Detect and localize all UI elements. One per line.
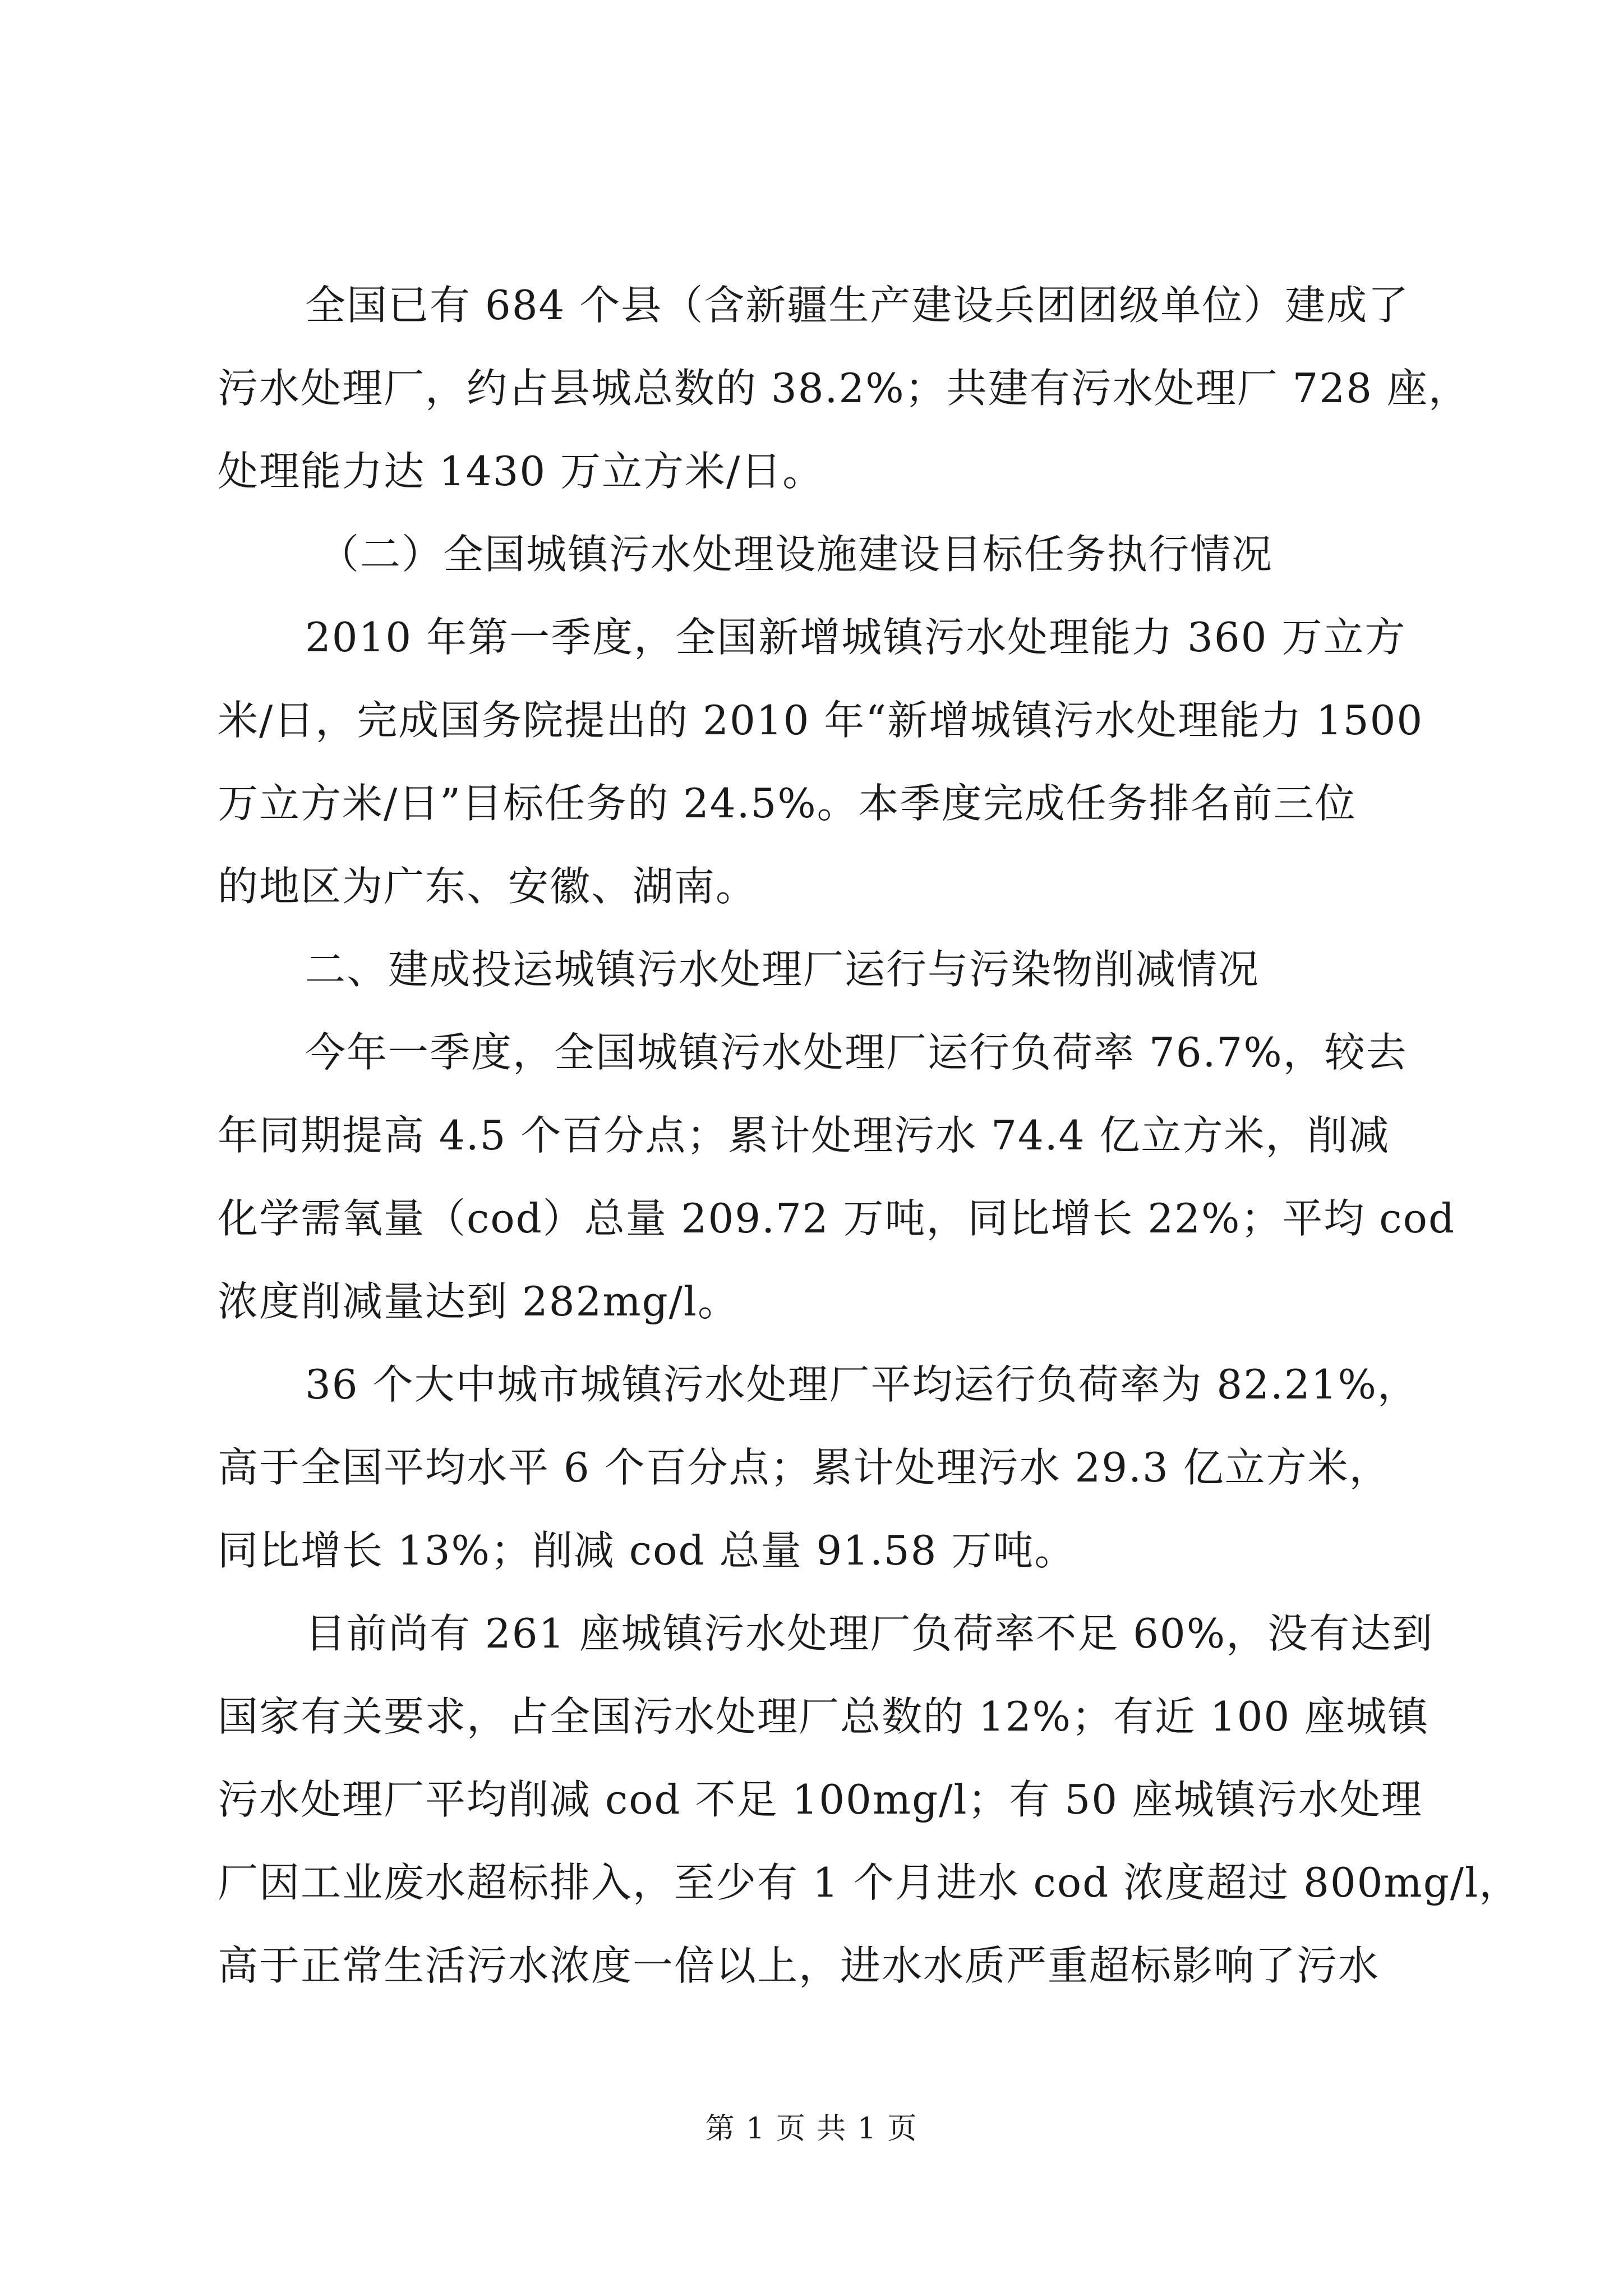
- page-footer: 第 1 页 共 1 页: [705, 2112, 918, 2146]
- paragraph-line: 年同期提高 4.5 个百分点；累计处理污水 74.4 亿立方米，削减: [218, 1112, 1390, 1159]
- paragraph-line: 目前尚有 261 座城镇污水处理厂负荷率不足 60%，没有达到: [305, 1610, 1434, 1657]
- paragraph-line: 污水处理厂平均削减 cod 不足 100mg/l；有 50 座城镇污水处理: [218, 1776, 1423, 1823]
- paragraph-line: 万立方米/日”目标任务的 24.5%。本季度完成任务排名前三位: [218, 780, 1357, 827]
- paragraph-line: 2010 年第一季度，全国新增城镇污水处理能力 360 万立方: [305, 614, 1407, 661]
- paragraph-line: 36 个大中城市城镇污水处理厂平均运行负荷率为 82.21%，: [305, 1361, 1419, 1408]
- paragraph-line: 化学需氧量（cod）总量 209.72 万吨，同比增长 22%；平均 cod: [218, 1195, 1456, 1242]
- document-body: [218, 264, 1521, 2007]
- section-heading: 二、建成投运城镇污水处理厂运行与污染物削减情况: [305, 946, 1260, 993]
- paragraph-line: 今年一季度，全国城镇污水处理厂运行负荷率 76.7%，较去: [305, 1029, 1408, 1076]
- paragraph-line: 的地区为广东、安徽、湖南。: [218, 863, 758, 910]
- paragraph-line: 厂因工业废水超标排入，至少有 1 个月进水 cod 浓度超过 800mg/l，: [218, 1859, 1521, 1906]
- paragraph-line: 污水处理厂，约占县城总数的 38.2%；共建有污水处理厂 728 座，: [218, 365, 1470, 412]
- paragraph-line: 高于全国平均水平 6 个百分点；累计处理污水 29.3 亿立方米，: [218, 1444, 1391, 1491]
- paragraph-line: 国家有关要求，占全国污水处理厂总数的 12%；有近 100 座城镇: [218, 1693, 1430, 1740]
- paragraph-line: 米/日，完成国务院提出的 2010 年“新增城镇污水处理能力 1500: [218, 697, 1424, 744]
- section-heading: （二）全国城镇污水处理设施建设目标任务执行情况: [319, 531, 1274, 578]
- paragraph-line: 全国已有 684 个县（含新疆生产建设兵团团级单位）建成了: [305, 282, 1410, 329]
- paragraph-line: 同比增长 13%；削减 cod 总量 91.58 万吨。: [218, 1527, 1076, 1574]
- paragraph-line: 浓度削减量达到 282mg/l。: [218, 1278, 739, 1325]
- paragraph-line: 高于正常生活污水浓度一倍以上，进水水质严重超标影响了污水: [218, 1942, 1380, 1989]
- paragraph-line: 处理能力达 1430 万立方米/日。: [218, 448, 824, 495]
